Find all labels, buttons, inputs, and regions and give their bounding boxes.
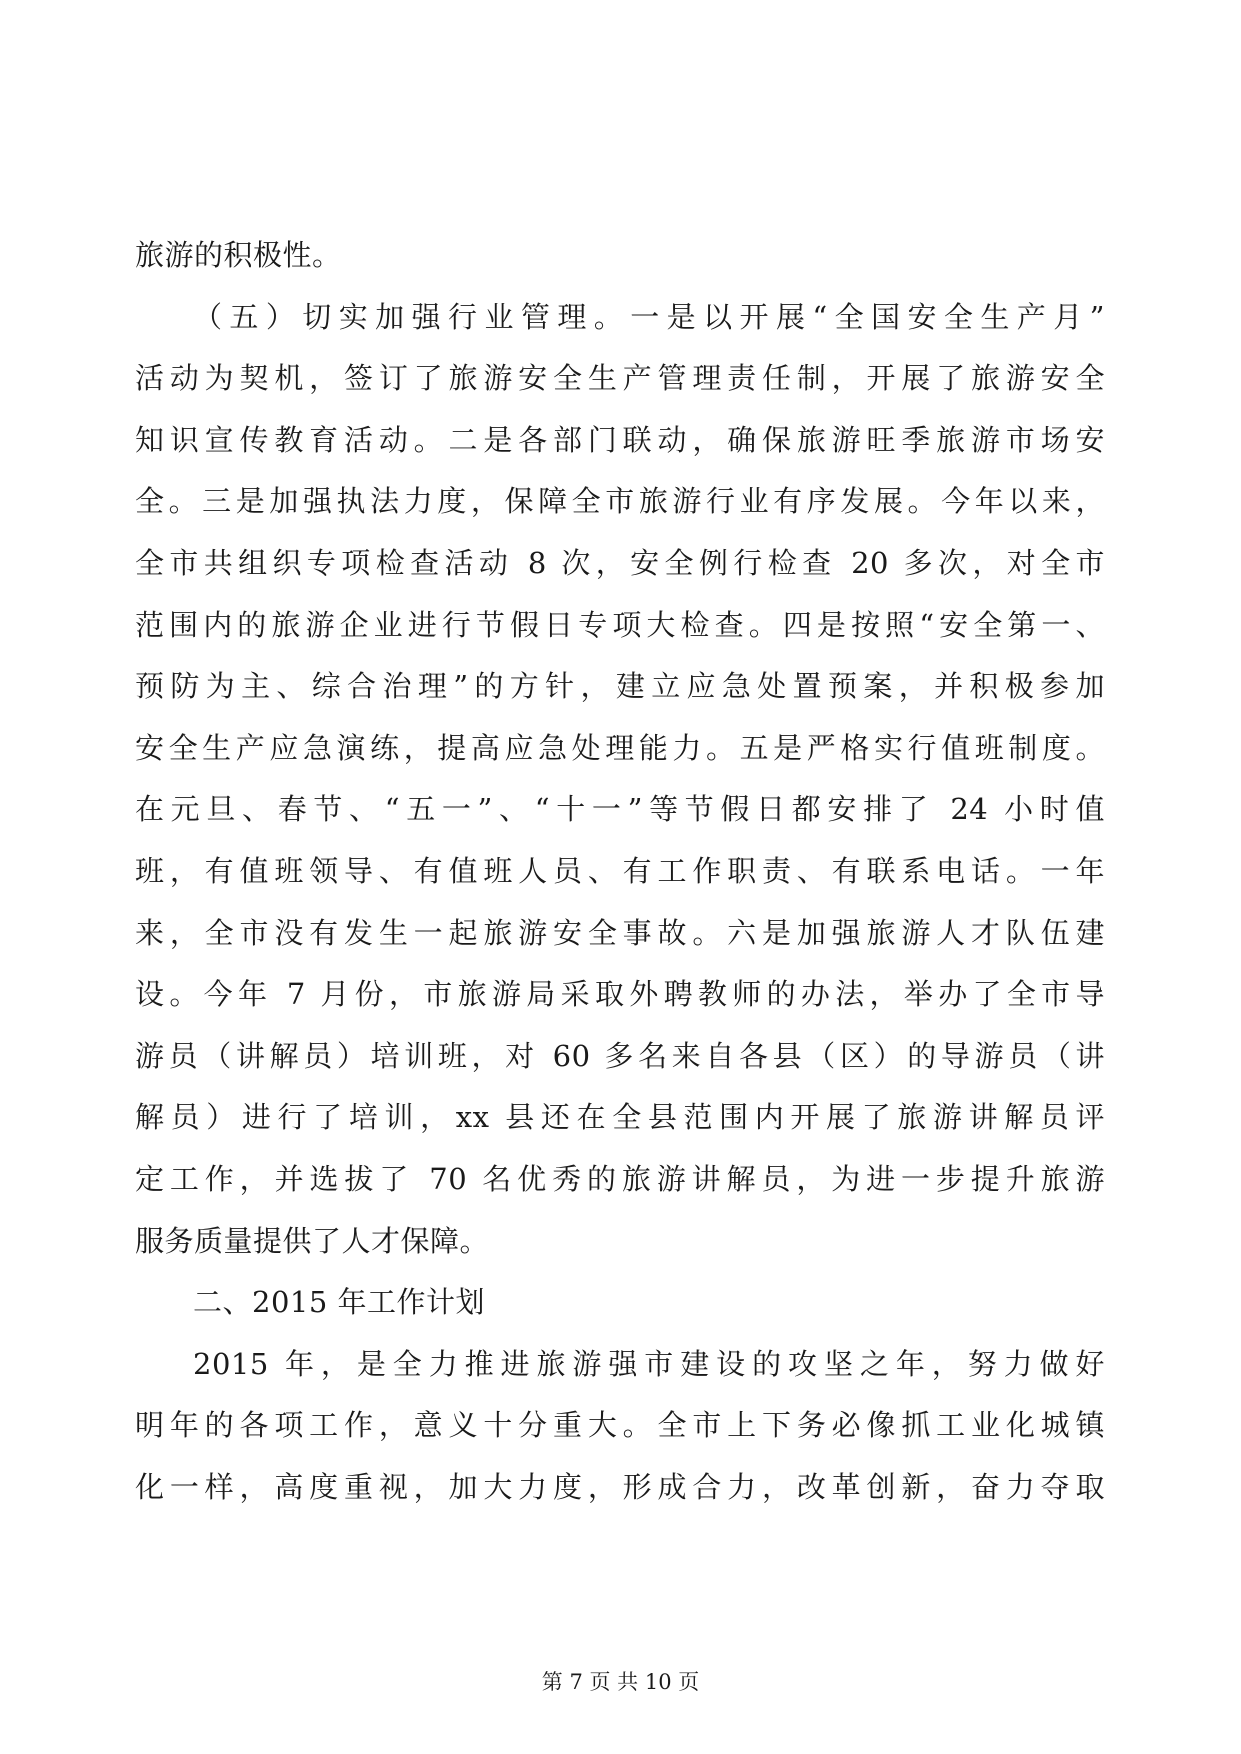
text-line: 明年的各项工作，意义十分重大。全市上下务必像抓工业化城镇: [135, 1408, 1105, 1443]
text-line: 班，有值班领导、有值班人员、有工作职责、有联系电话。一年: [135, 853, 1105, 888]
text-line: 预防为主、综合治理”的方针，建立应急处置预案，并积极参加: [135, 669, 1105, 704]
text-line: 化一样，高度重视，加大力度，形成合力，改革创新，奋力夺取: [135, 1469, 1105, 1504]
text-line: 来，全市没有发生一起旅游安全事故。六是加强旅游人才队伍建: [135, 915, 1105, 950]
text-line: 全市共组织专项检查活动 8 次，安全例行检查 20 多次，对全市: [135, 545, 1105, 580]
text-line: 解员）进行了培训，xx 县还在全县范围内开展了旅游讲解员评: [135, 1100, 1105, 1135]
text-line: 在元旦、春节、“五一”、“十一”等节假日都安排了 24 小时值: [135, 792, 1105, 827]
page-footer: 第 7 页 共 10 页: [541, 1670, 700, 1694]
text-line: 旅游的积极性。: [135, 238, 342, 272]
text-line: 全。三是加强执法力度，保障全市旅游行业有序发展。今年以来，: [135, 484, 1105, 519]
text-line: 范围内的旅游企业进行节假日专项大检查。四是按照“安全第一、: [135, 607, 1105, 642]
document-body: [135, 225, 1105, 1518]
text-line: （五）切实加强行业管理。一是以开展“全国安全生产月”: [193, 299, 1105, 334]
text-line: 定工作，并选拔了 70 名优秀的旅游讲解员，为进一步提升旅游: [135, 1161, 1105, 1196]
text-line: 设。今年 7 月份，市旅游局采取外聘教师的办法，举办了全市导: [135, 977, 1105, 1012]
text-line: 游员（讲解员）培训班，对 60 多名来自各县（区）的导游员（讲: [135, 1038, 1105, 1073]
text-line: 二、2015 年工作计划: [193, 1285, 486, 1320]
text-line: 安全生产应急演练，提高应急处理能力。五是严格实行值班制度。: [135, 730, 1105, 765]
text-line: 服务质量提供了人才保障。: [135, 1223, 490, 1258]
text-line: 知识宣传教育活动。二是各部门联动，确保旅游旺季旅游市场安: [135, 422, 1105, 457]
text-line: 2015 年，是全力推进旅游强市建设的攻坚之年，努力做好: [193, 1346, 1105, 1381]
text-line: 活动为契机，签订了旅游安全生产管理责任制，开展了旅游安全: [135, 361, 1105, 396]
